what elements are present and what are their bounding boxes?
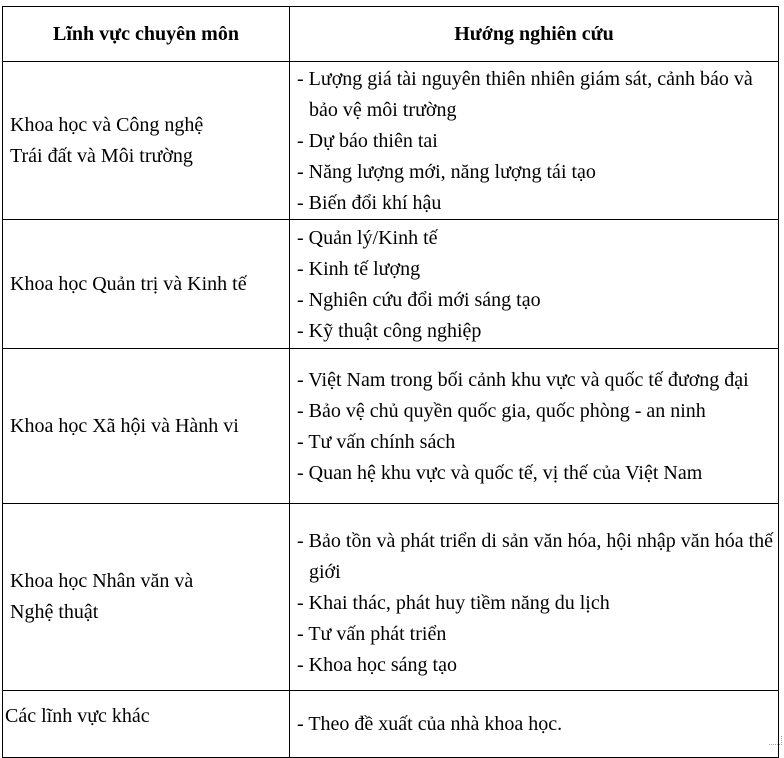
table-row <box>3 504 779 691</box>
field-line: Khoa học Quản trị và Kinh tế <box>10 272 247 295</box>
direction-cell <box>290 691 779 758</box>
direction-cell <box>290 62 779 220</box>
direction-cell <box>290 504 779 691</box>
header-direction: Hướng nghiên cứu <box>290 7 779 62</box>
direction-list <box>290 221 778 347</box>
direction-list <box>290 504 778 681</box>
direction-item: - Việt Nam trong bối cảnh khu vực và quốc tế đương đại <box>297 365 774 396</box>
direction-item: - Kỹ thuật công nghiệp <box>297 316 774 347</box>
research-fields-table <box>2 6 779 758</box>
direction-list <box>290 62 778 219</box>
field-cell <box>3 504 290 691</box>
header-field: Lĩnh vực chuyên môn <box>3 7 290 62</box>
field-line: Khoa học Nhân văn và <box>10 570 194 592</box>
field-line: Khoa học Xã hội và Hành vi <box>10 414 239 437</box>
field-cell <box>3 62 290 220</box>
direction-item: - Tư vấn phát triển <box>297 619 774 650</box>
direction-item: - Theo đề xuất của nhà khoa học. <box>297 709 774 740</box>
table-row <box>3 691 779 758</box>
table-header-row <box>3 7 779 62</box>
direction-cell <box>290 220 779 349</box>
direction-item: - Khoa học sáng tạo <box>297 650 774 681</box>
direction-item: - Dự báo thiên tai <box>297 126 774 157</box>
field-cell <box>3 691 290 758</box>
field-line: Khoa học và Công nghệ <box>10 113 204 136</box>
direction-item: - Bảo tồn và phát triển di sản văn hóa, hội nhập văn hóa thế giới <box>297 526 774 588</box>
direction-item: - Lượng giá tài nguyên thiên nhiên giám sát, cảnh báo và bảo vệ môi trường <box>297 64 774 126</box>
direction-item: - Tư vấn chính sách <box>297 427 774 458</box>
direction-item: - Khai thác, phát huy tiềm năng du lịch <box>297 588 774 619</box>
direction-item: - Năng lượng mới, năng lượng tái tạo <box>297 157 774 188</box>
direction-item: - Kinh tế lượng <box>297 254 774 285</box>
field-cell <box>3 220 290 349</box>
field-line: Các lĩnh vực khác <box>5 705 150 727</box>
direction-cell <box>290 349 779 504</box>
table-row <box>3 62 779 220</box>
direction-item: - Quan hệ khu vực và quốc tế, vị thế của Việt Nam <box>297 458 774 489</box>
resize-grip-icon <box>769 736 782 745</box>
table-row <box>3 349 779 504</box>
table-row <box>3 220 779 349</box>
field-line: Trái đất và Môi trường <box>10 144 193 167</box>
direction-list <box>290 363 778 489</box>
field-cell <box>3 349 290 504</box>
direction-item: - Nghiên cứu đổi mới sáng tạo <box>297 285 774 316</box>
direction-item: - Bảo vệ chủ quyền quốc gia, quốc phòng - an ninh <box>297 396 774 427</box>
direction-item: - Biến đổi khí hậu <box>297 188 774 219</box>
direction-item: - Quản lý/Kinh tế <box>297 223 774 254</box>
direction-list <box>290 709 778 740</box>
field-line: Nghệ thuật <box>10 601 99 623</box>
